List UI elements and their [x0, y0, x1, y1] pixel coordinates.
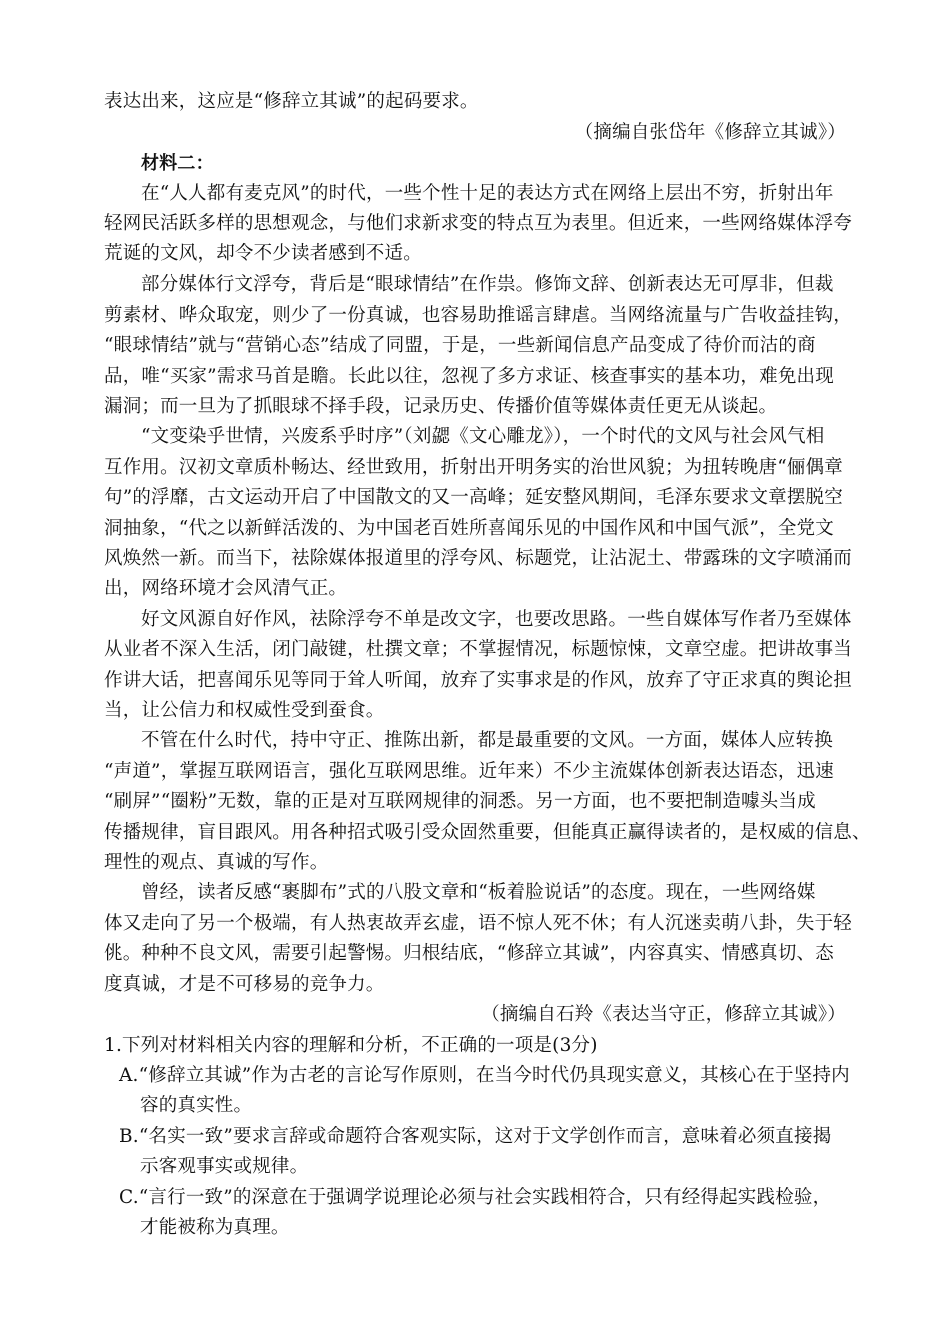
material2-source: （摘编自石羚《表达当守正，修辞立其诚》） — [481, 1004, 846, 1025]
paragraph-line: 在“人人都有麦克风”的时代，一些个性十足的表达方式在网络上层出不穷，折射出年 — [141, 183, 834, 204]
option-a-line: 容的真实性。 — [140, 1095, 253, 1116]
material1-source: （摘编自张岱年《修辞立其诚》） — [574, 122, 846, 143]
option-b-line: B.“名实一致”要求言辞或命题符合客观实际，这对于文学创作而言，意味着必须直接揭 — [119, 1126, 832, 1147]
paragraph-line: 荒诞的文风，却令不少读者感到不适。 — [104, 243, 422, 264]
paragraph-line: “文变染乎世情，兴废系乎时序”（刘勰《文心雕龙》），一个时代的文风与社会风气相 — [141, 426, 825, 447]
paragraph-line: 剪素材、哗众取宠，则少了一份真诚，也容易助推谣言肆虐。当网络流量与广告收益挂钩， — [104, 305, 853, 326]
paragraph-line: 佻。种种不良文风，需要引起警惕。归根结底，“修辞立其诚”，内容真实、情感真切、态 — [104, 943, 834, 964]
option-c-line: 才能被称为真理。 — [140, 1217, 290, 1238]
paragraph-line: 不管在什么时代，持中守正、推陈出新，都是最重要的文风。一方面，媒体人应转换 — [141, 730, 833, 751]
paragraph-line: 洞抽象，“代之以新鲜活泼的、为中国老百姓所喜闻乐见的中国作风和中国气派”，全党文 — [104, 518, 834, 539]
paragraph-line: “眼球情结”就与“营销心态”结成了同盟，于是，一些新闻信息产品变成了待价而沽的商 — [104, 335, 816, 356]
paragraph-line: 传播规律，盲目跟风。用各种招式吸引受众固然重要，但能真正赢得读者的，是权威的信息、 — [104, 822, 871, 843]
paragraph-line: 互作用。汉初文章质朴畅达、经世致用，折射出开明务实的治世风貌；为扭转晚唐“俪偶章 — [104, 457, 843, 478]
paragraph-line: 句”的浮靡，古文运动开启了中国散文的又一高峰；延安整风期间，毛泽东要求文章摆脱空 — [104, 487, 843, 508]
option-a-line: A.“修辞立其诚”作为古老的言论写作原则，在当今时代仍具现实意义，其核心在于坚持内 — [119, 1065, 850, 1086]
paragraph-line: 体又走向了另一个极端，有人热衷故弄玄虚，语不惊人死不休；有人沉迷卖萌八卦，失于轻 — [104, 913, 853, 934]
paragraph-line: 部分媒体行文浮夸，背后是“眼球情结”在作祟。修饰文辞、创新表达无可厚非，但裁 — [141, 274, 834, 295]
paragraph-line: “声道”，掌握互联网语言，强化互联网思维。近年来）不少主流媒体创新表达语态，迅速 — [104, 761, 834, 782]
paragraph-line: 理性的观点、真诚的写作。 — [104, 852, 329, 873]
option-c-line: C.“言行一致”的深意在于强调学说理论必须与社会实践相符合，只有经得起实践检验， — [119, 1187, 832, 1208]
paragraph-line: 当，让公信力和权威性受到蚕食。 — [104, 700, 385, 721]
paragraph-line: 出，网络环境才会风清气正。 — [104, 578, 348, 599]
paragraph-line: 作讲大话，把喜闻乐见等同于耸人听闻，放弃了实事求是的作风，放弃了守正求真的舆论担 — [104, 670, 853, 691]
material2-heading: 材料二： — [141, 153, 214, 174]
paragraph-line: 风焕然一新。而当下，祛除媒体报道里的浮夸风、标题党，让沾泥土、带露珠的文字喷涌而 — [104, 548, 853, 569]
paragraph-line: 从业者不深入生活，闭门敲键，杜撰文章；不掌握情况，标题惊悚，文章空虚。把讲故事当 — [104, 639, 853, 660]
question1-stem: 1.下列对材料相关内容的理解和分析，不正确的一项是(3分) — [104, 1035, 598, 1056]
paragraph-line: 漏洞；而一旦为了抓眼球不择手段，记录历史、传播价值等媒体责任更无从谈起。 — [104, 396, 778, 417]
option-b-line: 示客观事实或规律。 — [140, 1156, 309, 1177]
paragraph-line: 度真诚，才是不可移易的竞争力。 — [104, 974, 385, 995]
material1-tail-line: 表达出来，这应是“修辞立其诚”的起码要求。 — [104, 91, 479, 112]
paragraph-line: “刷屏”“圈粉”无数，靠的正是对互联网规律的洞悉。另一方面，也不要把制造噱头当成 — [104, 791, 816, 812]
paragraph-line: 好文风源自好作风，祛除浮夸不单是改文字，也要改思路。一些自媒体写作者乃至媒体 — [141, 609, 852, 630]
paragraph-line: 曾经，读者反感“裹脚布”式的八股文章和“板着脸说话”的态度。现在，一些网络媒 — [141, 882, 816, 903]
paragraph-line: 轻网民活跃多样的思想观念，与他们求新求变的特点互为表里。但近来，一些网络媒体浮夸 — [104, 213, 853, 234]
paragraph-line: 品，唯“买家”需求马首是瞻。长此以往，忽视了多方求证、核查事实的基本功，难免出现 — [104, 366, 834, 387]
